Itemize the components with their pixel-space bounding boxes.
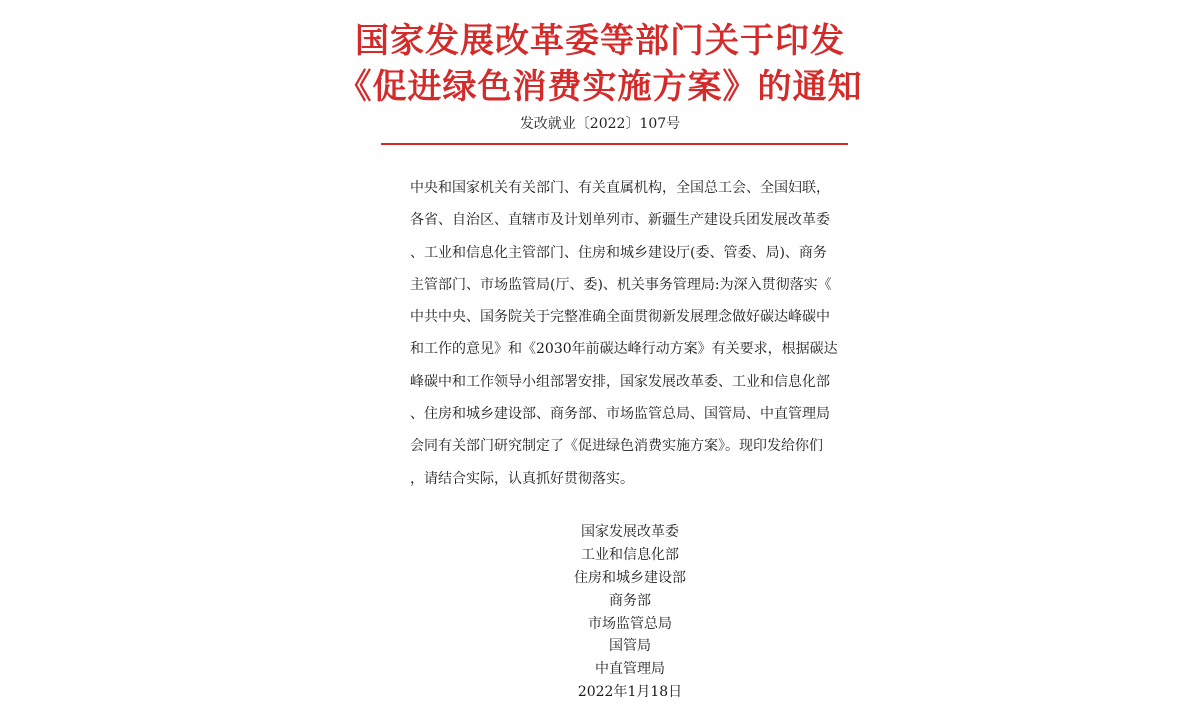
issuer-name: 工业和信息化部 [581,546,679,563]
issuer-signature-block [480,521,780,704]
body-line: 、工业和信息化主管部门、住房和城乡建设厅(委、管委、局)、商务 [410,244,827,261]
issuer-name: 市场监管总局 [588,615,672,632]
body-line: 主管部门、市场监管局(厅、委)、机关事务管理局:为深入贯彻落实《 [410,276,832,293]
body-line: 各省、自治区、直辖市及计划单列市、新疆生产建设兵团发展改革委 [410,212,830,229]
issuer-name: 住房和城乡建设部 [574,569,686,586]
body-line: 中央和国家机关有关部门、有关直属机构，全国总工会、全国妇联， [410,180,830,196]
issue-date: 2022年1月18日 [577,684,683,701]
body-line: 中共中央、国务院关于完整准确全面贯彻新发展理念做好碳达峰碳中 [410,309,830,326]
red-header-divider [381,143,848,145]
document-title-line-1: 国家发展改革委等部门关于印发 [355,21,845,61]
issuer-name: 国家发展改革委 [581,524,679,540]
body-line: 峰碳中和工作领导小组部署安排，国家发展改革委、工业和信息化部 [410,373,830,390]
document-number: 发改就业〔2022〕107号 [519,116,681,132]
body-line: 会同有关部门研究制定了《促进绿色消费实施方案》。现印发给你们 [410,438,823,455]
issuer-name: 商务部 [609,592,651,609]
body-line: ，请结合实际，认真抓好贯彻落实。 [410,470,634,487]
body-line: 、住房和城乡建设部、商务部、市场监管总局、国管局、中直管理局 [410,406,830,423]
issuer-name: 国管局 [609,638,651,655]
body-line: 和工作的意见》和《2030年前碳达峰行动方案》有关要求，根据碳达 [410,341,838,358]
issuer-name: 中直管理局 [595,661,665,678]
document-body [410,172,838,495]
document-title-line-2: 《促进绿色消费实施方案》的通知 [337,67,863,107]
